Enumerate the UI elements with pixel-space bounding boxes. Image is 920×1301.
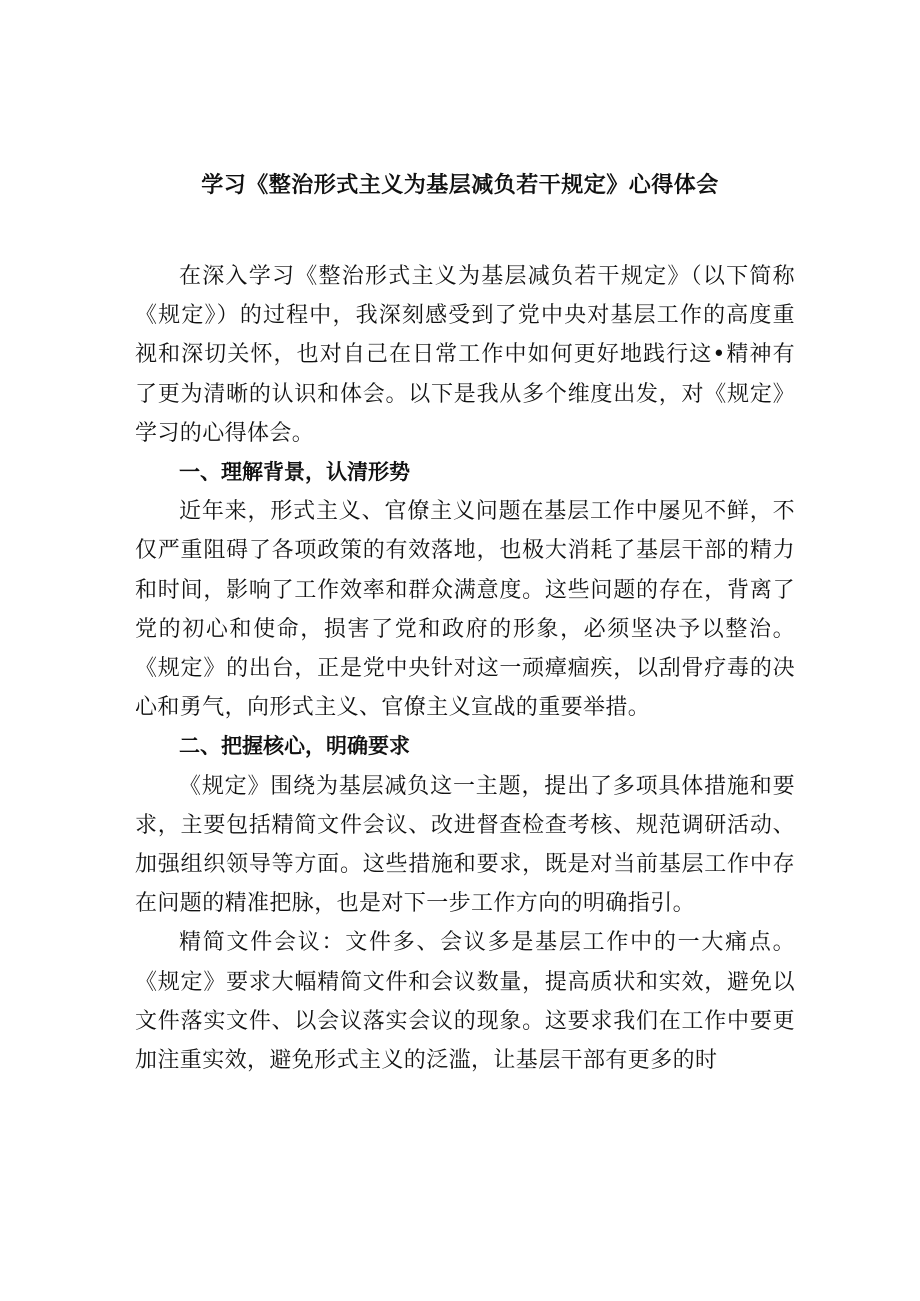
intro-paragraph: 在深入学习《整治形式主义为基层减负若干规定》（以下简称《规定》）的过程中，我深刻感受到了党中央对基层工作的高度重视和深切关怀，也对自己在日常工作中如何更好地践行这•精神有了更为清晰的认识和体会。以下是我从多个维度出发，对《规定》学习的心得体会。 — [135, 264, 795, 446]
section-1-heading: 一、理解背景，认清形势 — [179, 460, 410, 485]
section-1-paragraph: 近年来，形式主义、官僚主义问题在基层工作中屡见不鲜，不仅严重阻碍了各项政策的有效落地，也极大消耗了基层干部的精力和时间，影响了工作效率和群众满意度。这些问题的存在，背离了党的初心和使命，损害了党和政府的形象，必须坚决予以整治。《规定》的出台，正是党中央针对这一顽瘴痼疾，以刮骨疗毒的决心和勇气，向形式主义、官僚主义宣战的重要举措。 — [135, 499, 795, 721]
section-2-heading: 二、把握核心，明确要求 — [179, 734, 410, 759]
document-body — [135, 257, 795, 1080]
section-2-paragraph-2: 精简文件会议：文件多、会议多是基层工作中的一大痛点。《规定》要求大幅精简文件和会议数量，提高质状和实效，避免以文件落实文件、以会议落实会议的现象。这要求我们在工作中要更加注重实效，避免形式主义的泛滥，让基层干部有更多的时 — [135, 930, 795, 1074]
section-2-paragraph: 《规定》围绕为基层减负这一主题，提出了多项具体措施和要求，主要包括精简文件会议、改进督查检查考核、规范调研活动、加强组织领导等方面。这些措施和要求，既是对当前基层工作中存在问题的精准把脉，也是对下一步工作方向的明确指引。 — [135, 773, 795, 917]
document-title: 学习《整治形式主义为基层减负若干规定》心得体会 — [201, 173, 719, 198]
